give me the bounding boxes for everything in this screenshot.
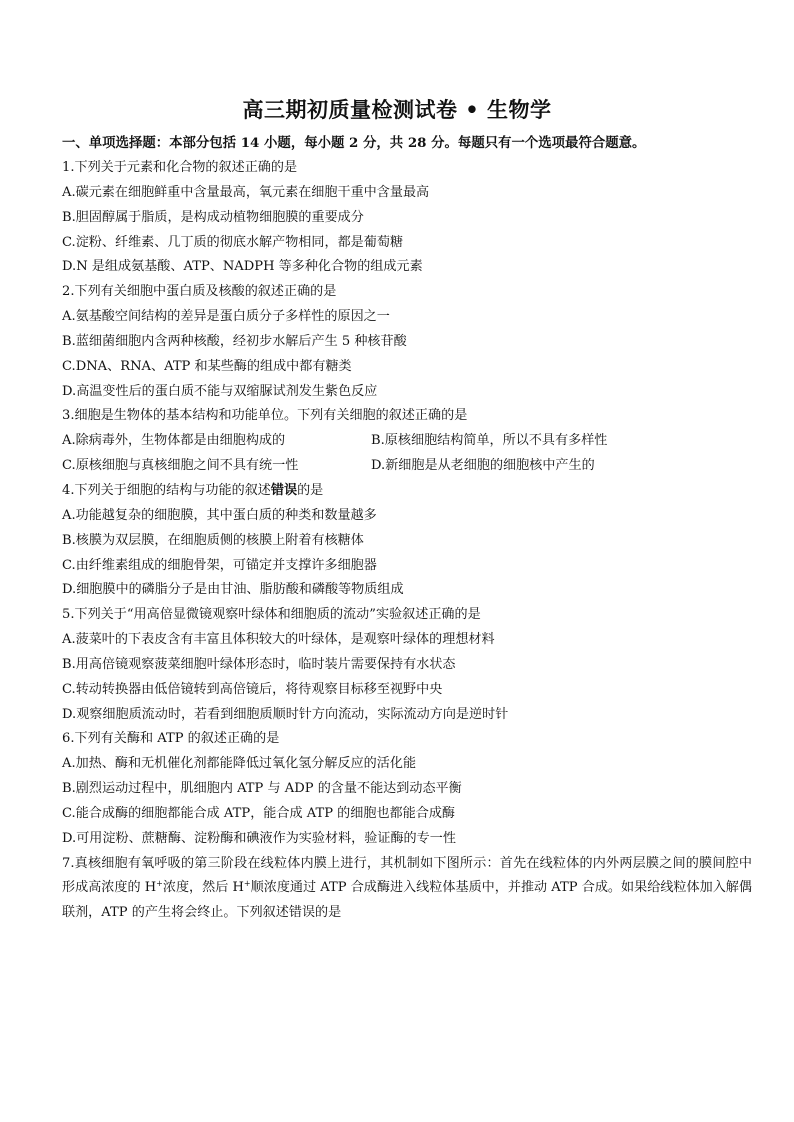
question-6-option-a: A.加热、酶和无机催化剂都能降低过氧化氢分解反应的活化能 [62, 756, 417, 772]
question-3-option-d: D.新细胞是从老细胞的细胞核中产生的 [371, 458, 595, 474]
question-3-option-a: A.除病毒外，生物体都是由细胞构成的 [62, 433, 286, 449]
question-5-option-c: C.转动转换器由低倍镜转到高倍镜后，将待观察目标移至视野中央 [62, 681, 443, 697]
question-4-stem [62, 479, 752, 504]
question-4-option-c: C.由纤维素组成的细胞骨架，可锚定并支撑许多细胞器 [62, 557, 377, 573]
question-1-option-c: C.淀粉、纤维素、几丁质的彻底水解产物相同，都是葡萄糖 [62, 234, 404, 250]
question-3-option-b: B.原核细胞结构简单，所以不具有多样性 [371, 433, 608, 449]
question-7-text-3: 顺浓度通过 ATP 合成酶进入线粒体基质中，并推动 ATP 合成。如果给线粒体加入解偶联剂，ATP 的产生将会终止。下列叙述错误的是 [62, 880, 752, 921]
question-3-options-row-1 [62, 429, 752, 454]
question-3-option-c: C.原核细胞与真核细胞之间不具有统一性 [62, 458, 299, 474]
question-6-stem: 6.下列有关酶和 ATP 的叙述正确的是 [62, 731, 280, 747]
question-7-stem [62, 852, 752, 927]
question-2-option-b: B.蓝细菌细胞内含两种核酸，经初步水解后产生 5 种核苷酸 [62, 333, 407, 349]
question-5-stem: 5.下列关于“用高倍显微镜观察叶绿体和细胞质的流动”实验叙述正确的是 [62, 607, 481, 623]
question-1-option-a: A.碳元素在细胞鲜重中含量最高，氧元素在细胞干重中含量最高 [62, 184, 430, 200]
question-5-option-d: D.观察细胞质流动时，若看到细胞质顺时针方向流动，实际流动方向是逆时针 [62, 706, 509, 722]
question-4-option-a: A.功能越复杂的细胞膜，其中蛋白质的种类和数量越多 [62, 507, 377, 523]
exam-title: 高三期初质量检测试卷 • 生物学 [242, 97, 552, 122]
question-list [62, 156, 752, 926]
question-6-option-c: C.能合成酶的细胞都能合成 ATP，能合成 ATP 的细胞也都能合成酶 [62, 805, 456, 821]
question-5-option-a: A.菠菜叶的下表皮含有丰富且体积较大的叶绿体，是观察叶绿体的理想材料 [62, 632, 495, 648]
section-heading: 一、单项选择题：本部分包括 14 小题，每小题 2 分，共 28 分。每题只有一个选项最符合题意。 [62, 135, 646, 151]
question-5-option-b: B.用高倍镜观察菠菜细胞叶绿体形态时，临时装片需要保持有水状态 [62, 656, 456, 672]
question-4-option-d: D.细胞膜中的磷脂分子是由甘油、脂肪酸和磷酸等物质组成 [62, 582, 404, 598]
question-3-stem: 3.细胞是生物体的基本结构和功能单位。下列有关细胞的叙述正确的是 [62, 408, 468, 424]
question-7-superscript-2: + [243, 879, 251, 889]
question-2-option-d: D.高温变性后的蛋白质不能与双缩脲试剂发生紫色反应 [62, 383, 378, 399]
question-1-stem: 1.下列关于元素和化合物的叙述正确的是 [62, 160, 298, 175]
question-4-stem-post: 的是 [297, 482, 324, 498]
question-4-stem-emphasis: 错误 [270, 482, 298, 498]
question-7-text-2: 浓度，然后 H [162, 880, 244, 896]
question-7-superscript-1: + [156, 879, 163, 889]
question-6-option-b: B.剧烈运动过程中，肌细胞内 ATP 与 ADP 的含量不能达到动态平衡 [62, 781, 462, 797]
question-6-option-d: D.可用淀粉、蔗糖酶、淀粉酶和碘液作为实验材料，验证酶的专一性 [62, 830, 456, 846]
question-1-option-d: D.N 是组成氨基酸、ATP、NADPH 等多种化合物的组成元素 [62, 259, 423, 275]
question-3-options-row-2 [62, 454, 752, 479]
question-2-option-c: C.DNA、RNA、ATP 和某些酶的组成中都有糖类 [62, 358, 352, 374]
question-4-stem-pre: 4.下列关于细胞的结构与功能的叙述 [62, 482, 271, 498]
question-2-option-a: A.氨基酸空间结构的差异是蛋白质分子多样性的原因之一 [62, 309, 390, 325]
question-1-option-b: B.胆固醇属于脂质，是构成动植物细胞膜的重要成分 [62, 209, 364, 225]
question-4-option-b: B.核膜为双层膜，在细胞质侧的核膜上附着有核糖体 [62, 532, 364, 548]
question-2-stem: 2.下列有关细胞中蛋白质及核酸的叙述正确的是 [62, 284, 337, 300]
question-7-text-1: 7.真核细胞有氧呼吸的第三阶段在线粒体内膜上进行，其机制如下图所示：首先在线粒体的内外两层膜之间的膜间腔中形成高浓度的 H [62, 855, 752, 896]
